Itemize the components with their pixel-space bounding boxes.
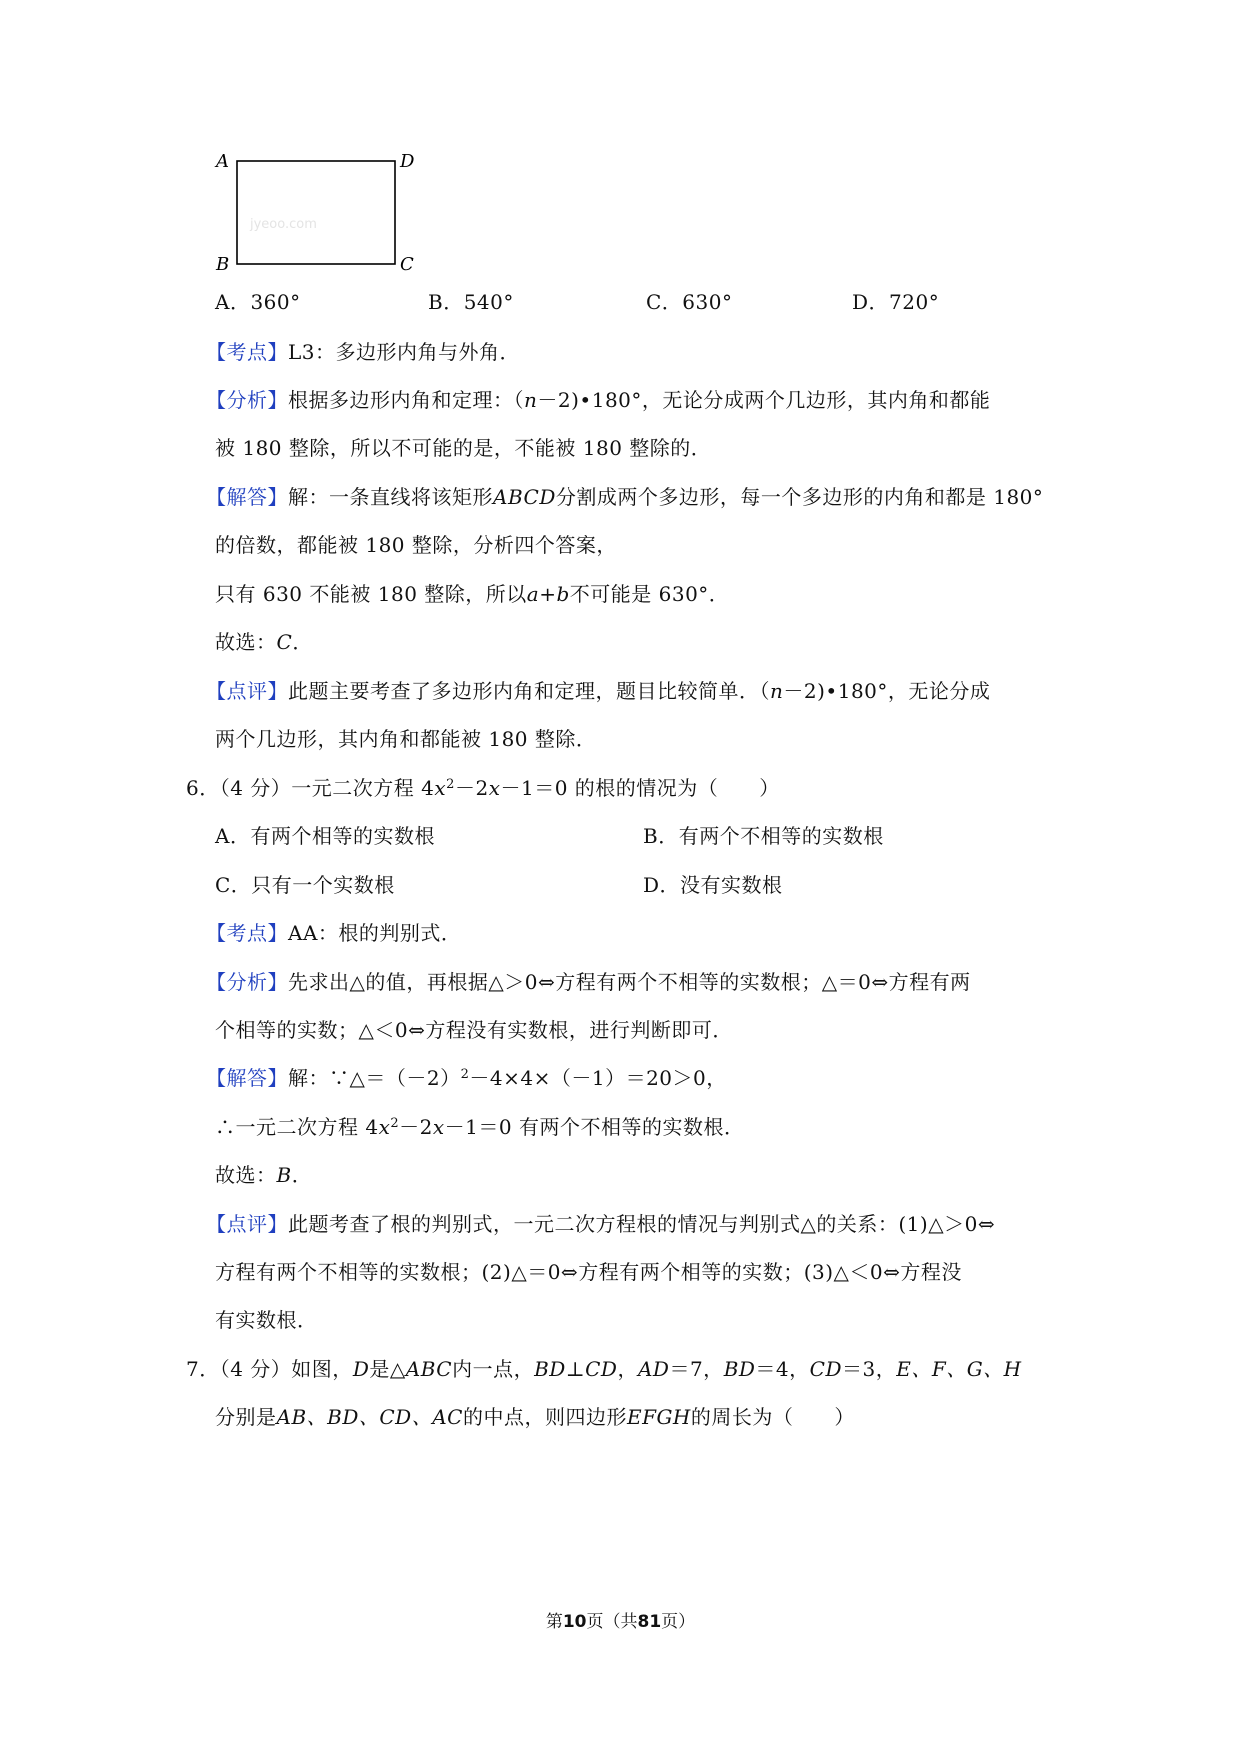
text: 根据多边形内角和定理：（ — [288, 388, 524, 412]
q5-guxuan — [215, 628, 313, 656]
var: EFGH — [626, 1405, 691, 1429]
q5-jieda-line-2: 的倍数，都能被 180 整除，分析四个答案， — [215, 533, 617, 557]
var-n: n — [524, 388, 538, 412]
text: 7．（4 分）如图， — [186, 1357, 353, 1381]
q5-option-a: A．360° — [215, 290, 301, 314]
q6-guxuan — [215, 1161, 312, 1189]
kaodian-text: L3：多边形内角与外角． — [288, 340, 521, 364]
text: 此题考查了根的判别式，一元二次方程根的情况与判别式△的关系：(1)△＞0⇔ — [288, 1212, 996, 1236]
q5-dianping-line-2: 两个几边形，其内角和都能被 180 整除． — [215, 727, 597, 751]
q5-dianping-line-1 — [206, 677, 990, 705]
q6-option-d: D．没有实数根 — [643, 873, 783, 897]
var-x: x — [432, 1115, 445, 1139]
text: ， — [617, 1357, 638, 1381]
q6-fenxi-line-2: 个相等的实数；△＜0⇔方程没有实数根，进行判断即可． — [215, 1018, 733, 1042]
q6-jieda-line-2 — [215, 1113, 744, 1141]
q6-option-a: A．有两个相等的实数根 — [215, 824, 435, 848]
text: 6．（4 分）一元二次方程 4 — [186, 776, 435, 800]
jieda-tag: 【解答】 — [206, 485, 288, 509]
var: CD — [809, 1357, 842, 1381]
q5-option-b: B．540° — [428, 290, 514, 314]
var-x: x — [488, 776, 501, 800]
var: E、F、G、H — [896, 1357, 1022, 1381]
vertex-label-d: D — [400, 151, 415, 172]
text: ． — [292, 630, 313, 654]
var: ABC — [405, 1357, 453, 1381]
text: ＝7， — [669, 1357, 724, 1381]
var-abcd: ABCD — [493, 485, 556, 509]
text: 解：∵△＝（－2） — [288, 1066, 461, 1090]
text: 不可能是 630°． — [569, 582, 730, 606]
var: CD — [585, 1357, 618, 1381]
text: －4×4×（－1）＝20＞0， — [469, 1066, 727, 1090]
q7-stem-line-2 — [215, 1403, 855, 1431]
total-pages: 81 — [637, 1612, 662, 1632]
text: 先求出△的值，再根据△＞0⇔方程有两个不相等的实数根；△＝0⇔方程有两 — [288, 970, 971, 994]
text: 的周长为（ ） — [690, 1405, 855, 1429]
q5-fenxi-line-2: 被 180 整除，所以不可能的是，不能被 180 整除的． — [215, 436, 712, 460]
watermark: jyeoo.com — [250, 217, 317, 232]
q6-option-c: C．只有一个实数根 — [215, 873, 395, 897]
text: ＝3， — [842, 1357, 897, 1381]
var-n: n — [770, 679, 784, 703]
answer: B — [276, 1163, 292, 1187]
kaodian-text: AA：根的判别式． — [288, 921, 462, 945]
q6-jieda-line-1 — [206, 1064, 727, 1092]
text: －1＝0 的根的情况为（ ） — [500, 776, 780, 800]
text: 的中点，则四边形 — [462, 1405, 627, 1429]
text: 解：一条直线将该矩形 — [288, 485, 493, 509]
q7-stem-line-1 — [186, 1355, 1022, 1383]
dianping-tag: 【点评】 — [206, 679, 288, 703]
var-ab: a+b — [526, 582, 570, 606]
page-number: 10 — [562, 1612, 587, 1632]
rectangle-abcd-figure — [210, 150, 430, 280]
q6-option-b: B．有两个不相等的实数根 — [643, 824, 884, 848]
text: －2)•180°，无论分成两个几边形，其内角和都能 — [537, 388, 991, 412]
rectangle-shape — [237, 161, 395, 264]
text: －2 — [454, 776, 489, 800]
dianping-tag: 【点评】 — [206, 1212, 288, 1236]
exponent: 2 — [446, 777, 455, 792]
vertex-label-a: A — [216, 151, 229, 172]
kaodian-tag: 【考点】 — [206, 921, 288, 945]
var: D — [352, 1357, 370, 1381]
var: BD — [723, 1357, 756, 1381]
text: 内一点， — [452, 1357, 535, 1381]
q5-kaodian — [206, 338, 520, 366]
kaodian-tag: 【考点】 — [206, 340, 288, 364]
text: 故选： — [215, 1163, 277, 1187]
vertex-label-c: C — [400, 254, 414, 275]
q5-option-d: D．720° — [852, 290, 940, 314]
var: AD — [637, 1357, 670, 1381]
page-footer — [0, 1610, 1241, 1634]
q6-dianping-line-2: 方程有两个不相等的实数根；(2)△＝0⇔方程有两个相等的实数；(3)△＜0⇔方程没 — [215, 1260, 962, 1284]
text: 故选： — [215, 630, 277, 654]
text: 分割成两个多边形，每一个多边形的内角和都是 180° — [555, 485, 1044, 509]
exponent: 2 — [390, 1116, 400, 1131]
text: 页（共 — [586, 1612, 638, 1632]
q6-fenxi-line-1 — [206, 968, 971, 996]
q6-stem — [186, 774, 780, 802]
text: 是△ — [369, 1357, 406, 1381]
exponent: 2 — [460, 1067, 470, 1082]
var-x: x — [378, 1115, 391, 1139]
q6-dianping-line-1 — [206, 1210, 995, 1238]
text: －2 — [399, 1115, 433, 1139]
text: －2)•180°，无论分成 — [783, 679, 991, 703]
text: －1＝0 有两个不相等的实数根． — [444, 1115, 745, 1139]
text: 此题主要考查了多边形内角和定理，题目比较简单．（ — [288, 679, 770, 703]
q5-option-c: C．630° — [646, 290, 733, 314]
text: 分别是 — [215, 1405, 277, 1429]
var-x: x — [434, 776, 447, 800]
text: ＝4， — [755, 1357, 810, 1381]
q5-jieda-line-3 — [215, 580, 729, 608]
fenxi-tag: 【分析】 — [206, 388, 288, 412]
text: 页） — [661, 1612, 696, 1632]
q5-jieda-line-1 — [206, 483, 1043, 511]
var: AB、BD、CD、AC — [276, 1405, 463, 1429]
text: ． — [291, 1163, 313, 1187]
jieda-tag: 【解答】 — [206, 1066, 288, 1090]
text: ∴一元二次方程 4 — [215, 1115, 379, 1139]
text: 只有 630 不能被 180 整除，所以 — [215, 582, 527, 606]
text: ⊥ — [565, 1357, 586, 1381]
q6-dianping-line-3: 有实数根． — [215, 1308, 318, 1332]
q5-fenxi-line-1 — [206, 386, 990, 414]
vertex-label-b: B — [216, 254, 230, 275]
answer: C — [276, 630, 293, 654]
fenxi-tag: 【分析】 — [206, 970, 288, 994]
var: BD — [534, 1357, 566, 1381]
text: 第 — [545, 1612, 563, 1632]
q6-kaodian — [206, 919, 461, 947]
